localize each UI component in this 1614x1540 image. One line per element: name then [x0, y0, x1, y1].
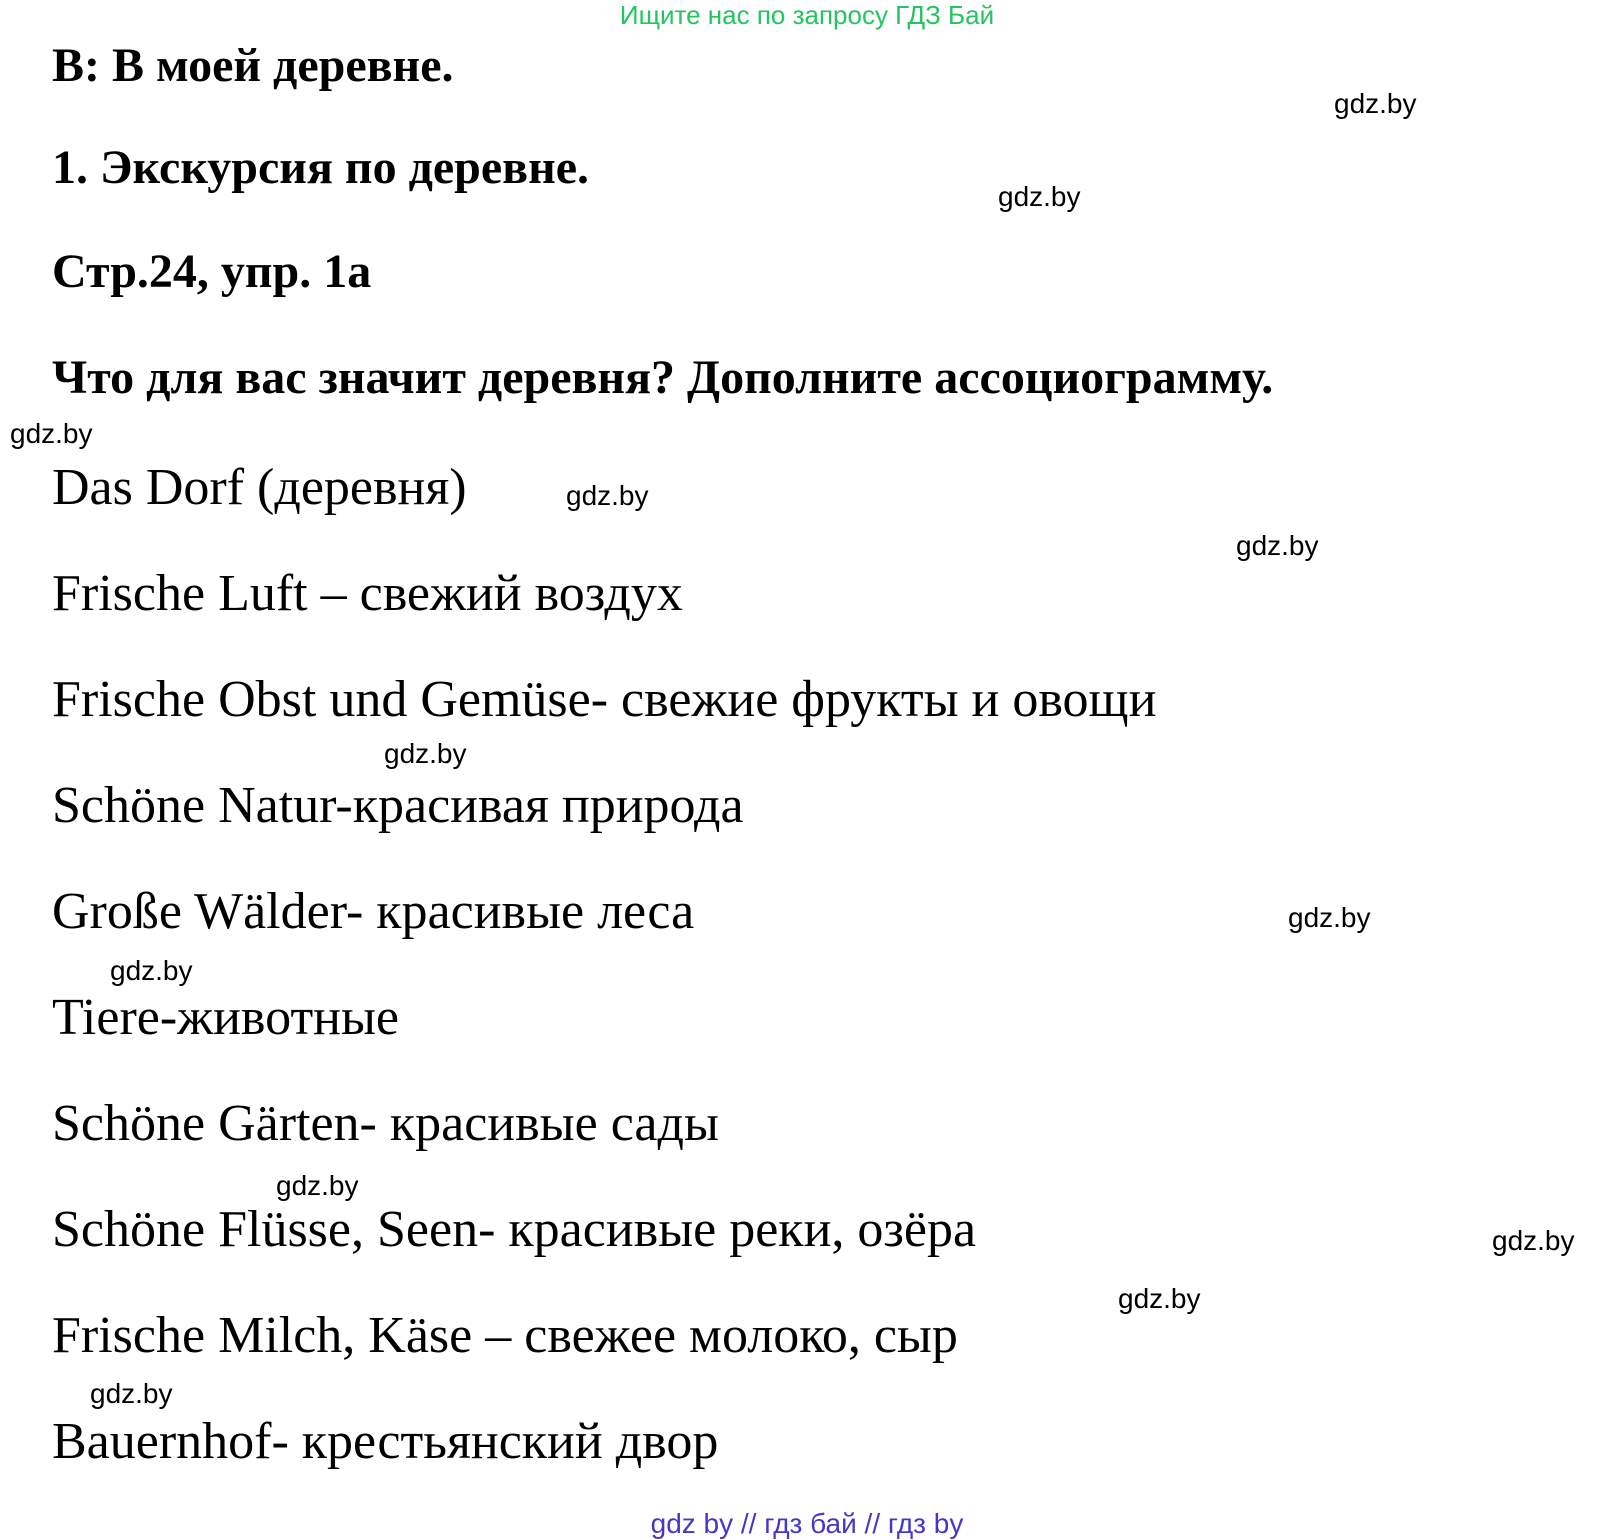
section-heading: B: В моей деревне. — [52, 39, 454, 92]
list-item: Schöne Flüsse, Seen- красивые реки, озёра — [52, 1201, 977, 1258]
list-item: Große Wälder- красивые леса — [52, 883, 695, 940]
watermark: gdz.by — [1118, 1283, 1201, 1314]
watermark: gdz.by — [384, 738, 467, 769]
list-item: Frische Obst und Gemüse- свежие фрукты и овощи — [52, 671, 1157, 728]
top-banner: Ищите нас по запросу ГДЗ Бай — [619, 0, 995, 30]
watermark: gdz.by — [1492, 1225, 1575, 1256]
list-item: Frische Luft – свежий воздух — [52, 565, 683, 622]
watermark: gdz.by — [110, 955, 193, 986]
watermark: gdz.by — [276, 1170, 359, 1201]
watermark: gdz.by — [1288, 902, 1371, 933]
list-item: Frische Milch, Käse – свежее молоко, сыр — [52, 1307, 958, 1364]
topic-heading: 1. Экскурсия по деревне. — [52, 141, 590, 194]
watermark: gdz.by — [566, 480, 649, 511]
list-item: Schöne Gärten- красивые сады — [52, 1095, 719, 1152]
watermark: gdz.by — [1334, 88, 1417, 119]
watermark: gdz.by — [90, 1378, 173, 1409]
list-item: Tiere-животные — [52, 989, 400, 1046]
exercise-heading: Стр.24, упр. 1а — [52, 245, 372, 298]
list-item: Bauernhof- крестьянский двор — [52, 1413, 719, 1470]
list-item: Schöne Natur-красивая природа — [52, 777, 744, 834]
watermark: gdz.by — [10, 418, 93, 449]
footer-links: gdz by // гдз бай // гдз by — [650, 1508, 964, 1539]
list-item: Das Dorf (деревня) — [52, 459, 467, 516]
task-heading: Что для вас значит деревня? Дополните ассоциограмму. — [52, 351, 1274, 404]
watermark: gdz.by — [998, 181, 1081, 212]
watermark: gdz.by — [1236, 530, 1319, 561]
